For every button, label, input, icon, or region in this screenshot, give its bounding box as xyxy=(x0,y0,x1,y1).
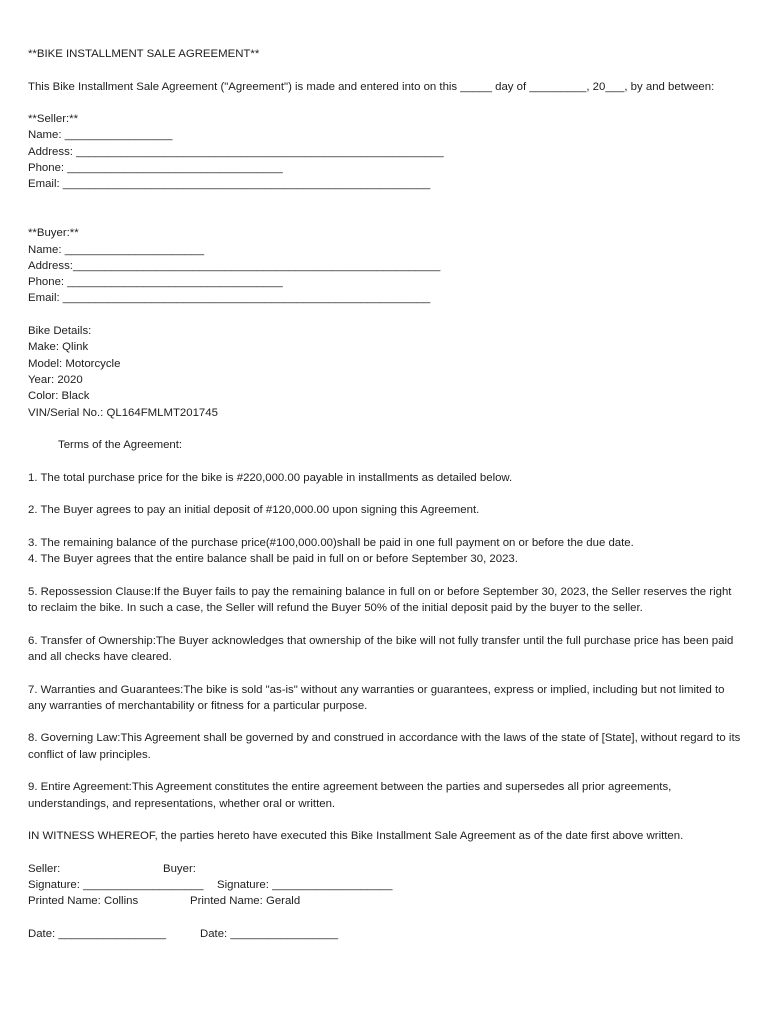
seller-signature-line: Signature: ___________________ xyxy=(28,879,204,892)
buyer-block xyxy=(28,225,744,306)
term-7-warranties: 7. Warranties and Guarantees:The bike is sold "as-is" without any warranties or guarantees, express or implied, including but not limited to any warranties of merchantability or fitness for a particular purpose. xyxy=(28,683,725,712)
bike-year: Year: 2020 xyxy=(28,373,83,386)
printed-names-row xyxy=(28,893,744,909)
signature-block xyxy=(28,861,744,942)
terms-heading: Terms of the Agreement: xyxy=(58,439,183,452)
buyer-name-line: Name: ______________________ xyxy=(28,243,205,256)
term-2: 2. The Buyer agrees to pay an initial deposit of #120,000.00 upon signing this Agreement. xyxy=(28,504,480,517)
term-5-repossession: 5. Repossession Clause:If the Buyer fails to pay the remaining balance in full on or before September 30, 2023, the Seller reserves the right to reclaim the bike. In such a case, the Seller will refund the Buyer 50% of the initial deposit paid by the buyer to the seller. xyxy=(28,585,732,615)
term-4: 4. The Buyer agrees that the entire balance shall be paid in full on or before September 30, 2023. xyxy=(28,553,518,566)
seller-name-line: Name: _________________ xyxy=(28,129,173,142)
seller-email-line: Email: __________________________________________________________ xyxy=(28,178,431,191)
seller-date-line: Date: _________________ xyxy=(28,928,167,941)
signature-labels-row xyxy=(28,861,744,877)
intro-paragraph: This Bike Installment Sale Agreement ("Agreement") is made and entered into on this _____ day of _________, 20___, by and between: xyxy=(28,80,715,93)
buyer-date-line: Date: _________________ xyxy=(200,928,339,941)
witness-statement: IN WITNESS WHEREOF, the parties hereto have executed this Bike Installment Sale Agreement as of the date first above written. xyxy=(28,830,684,843)
bike-details-heading: Bike Details: xyxy=(28,325,92,338)
buyer-email-line: Email: __________________________________________________________ xyxy=(28,292,431,305)
seller-phone-line: Phone: __________________________________ xyxy=(28,162,283,175)
document-title: **BIKE INSTALLMENT SALE AGREEMENT** xyxy=(28,48,260,60)
agreement-document xyxy=(28,46,744,942)
term-9-entire-agreement: 9. Entire Agreement:This Agreement constitutes the entire agreement between the parties and supersedes all prior agreements, understandings, and representations, whether oral or written. xyxy=(28,781,672,810)
seller-label: Seller: xyxy=(28,862,61,875)
buyer-signature-line: Signature: ___________________ xyxy=(217,879,393,892)
term-3: 3. The remaining balance of the purchase price(#100,000.00)shall be paid in one full payment on or before the due date. xyxy=(28,536,634,549)
date-lines-row xyxy=(28,926,744,942)
bike-make: Make: Qlink xyxy=(28,341,89,354)
buyer-phone-line: Phone: __________________________________ xyxy=(28,276,283,289)
term-1: 1. The total purchase price for the bike is #220,000.00 payable in installments as detailed below. xyxy=(28,471,513,484)
term-8-governing-law: 8. Governing Law:This Agreement shall be governed by and construed in accordance with the laws of the state of [State], without regard to its conflict of law principles. xyxy=(28,732,741,761)
bike-details xyxy=(28,323,744,421)
buyer-address-line: Address:__________________________________________________________ xyxy=(28,259,441,272)
buyer-printed-name: Printed Name: Gerald xyxy=(190,895,301,908)
seller-printed-name: Printed Name: Collins xyxy=(28,895,139,908)
buyer-heading: **Buyer:** xyxy=(28,227,79,240)
term-6-transfer: 6. Transfer of Ownership:The Buyer acknowledges that ownership of the bike will not fully transfer until the full purchase price has been paid and all checks have cleared. xyxy=(28,634,734,663)
seller-heading: **Seller:** xyxy=(28,113,79,126)
seller-block xyxy=(28,111,744,192)
bike-vin: VIN/Serial No.: QL164FMLMT201745 xyxy=(28,406,218,419)
bike-color: Color: Black xyxy=(28,390,90,403)
signature-lines-row xyxy=(28,877,744,893)
bike-model: Model: Motorcycle xyxy=(28,357,121,370)
buyer-label: Buyer: xyxy=(163,862,196,875)
seller-address-line: Address: __________________________________________________________ xyxy=(28,145,444,158)
